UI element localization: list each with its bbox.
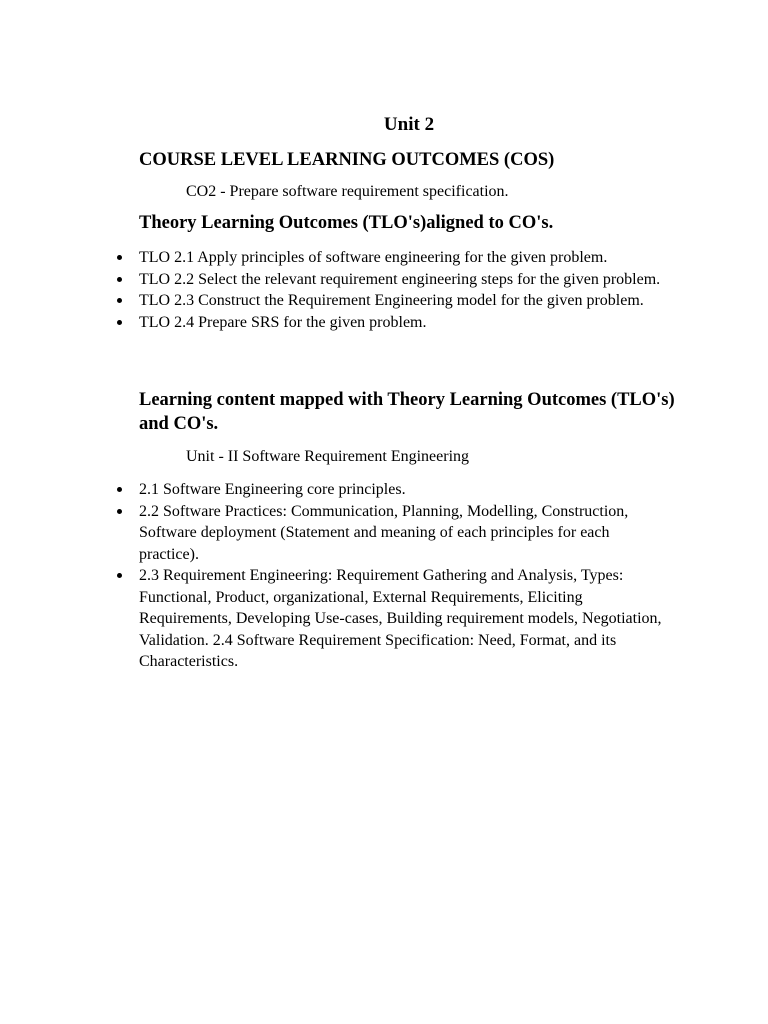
tlo-list [113,247,673,333]
unit-title: Unit 2 [383,114,435,135]
tlo-item-text: TLO 2.4 Prepare SRS for the given problem. [139,313,427,331]
list-item [113,312,673,334]
unit-subtitle: Unit - II Software Requirement Engineering [186,448,470,465]
list-item [113,290,673,312]
content-item-text: 2.1 Software Engineering core principles. [139,481,406,498]
list-item [113,479,673,501]
list-item [113,247,673,269]
list-item [113,501,673,566]
bullet-icon [117,277,122,282]
content-item-text: 2.3 Requirement Engineering: Requirement Gathering and Analysis, Types: Functional, Product, organizational, External Requirements, Eliciting Requirements, Developing Use-cases, Building requirement models, Negotiation, Validation. 2.4 Software Requirement Specification: Need, Format, and its Characteristics. [139,567,662,670]
bullet-icon [117,487,122,492]
content-list [113,479,673,673]
tlo-item-text: TLO 2.3 Construct the Requirement Engineering model for the given problem. [139,292,644,309]
bullet-icon [117,509,122,514]
tlo-item-text: TLO 2.1 Apply principles of software engineering for the given problem. [139,249,608,266]
bullet-icon [117,320,122,325]
content-item-text: 2.2 Software Practices: Communication, Planning, Modelling, Construction, Software deployment (Statement and meaning of each principles for each practice). [139,502,629,563]
list-item [113,269,673,291]
list-item [113,565,673,673]
bullet-icon [117,573,122,578]
co2-statement: CO2 - Prepare software requirement specification. [186,183,509,200]
course-outcomes-heading: COURSE LEVEL LEARNING OUTCOMES (COS) [139,150,555,170]
tlo-heading: Theory Learning Outcomes (TLO's)aligned to CO's. [139,213,554,233]
bullet-icon [117,255,122,260]
tlo-item-text: TLO 2.2 Select the relevant requirement engineering steps for the given problem. [139,270,661,288]
bullet-icon [117,298,122,303]
learning-content-heading: Learning content mapped with Theory Learning Outcomes (TLO's) and CO's. [139,390,675,434]
